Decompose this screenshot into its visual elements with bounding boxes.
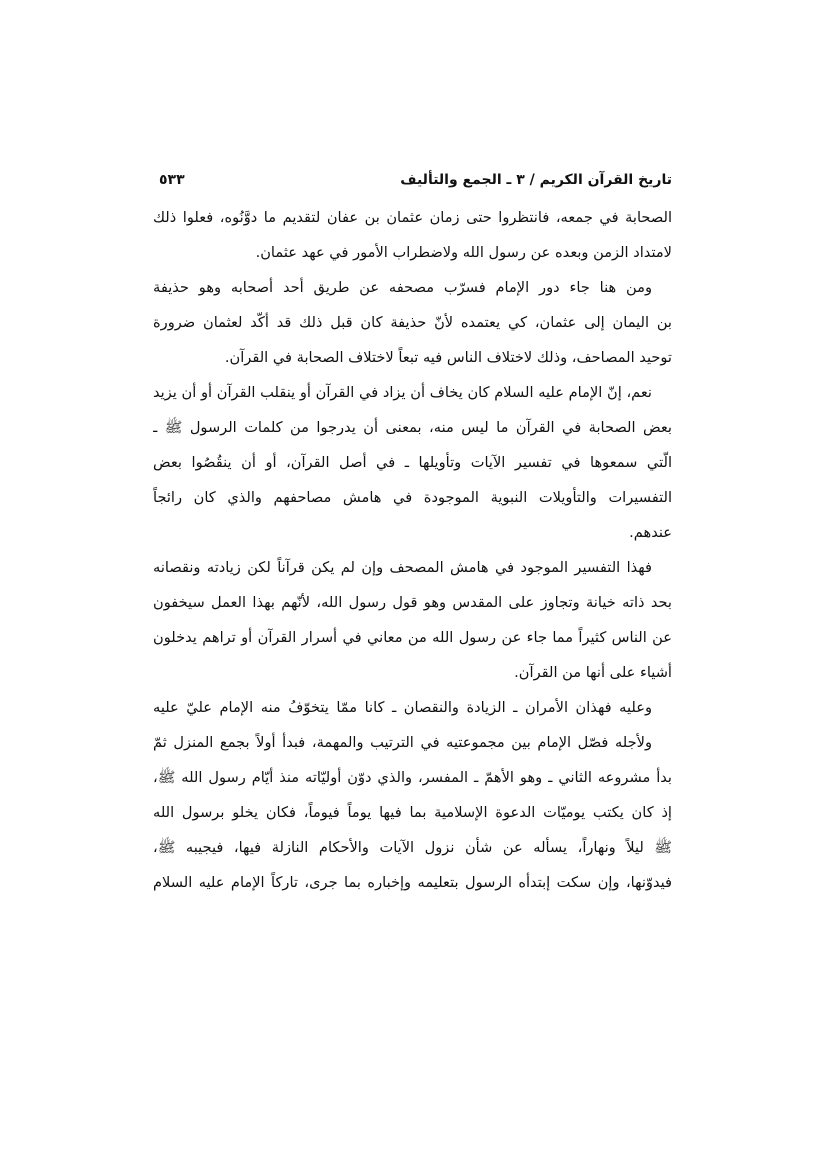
text-line: عندهم.	[629, 524, 672, 541]
text-line: إذ كان يكتب يوميّات الدعوة الإسلامية بما فيها يوماً فيوماً، فكان يخلو برسول الله	[153, 804, 672, 821]
text-line: الصحابة في جمعه، فانتظروا حتى زمان عثمان بن عفان لتقديم ما دوَّنُوه، فعلوا ذلك	[153, 209, 672, 226]
text-line: توحيد المصاحف، وذلك لاختلاف الناس فيه تبعاً لاختلاف الصحابة في القرآن.	[224, 349, 672, 366]
text-line: لامتداد الزمن وبعده عن رسول الله ولاضطراب الأمور في عهد عثمان.	[255, 244, 672, 261]
text-line: التفسيرات والتأويلات النبوية الموجودة في هامش مصاحفهم والذي كان رائجاً	[153, 489, 672, 506]
text-line: ﷺ ليلاً ونهاراً، يسأله عن شأن نزول الآيات والأحكام النازلة فيها، فيجيبه ﷺ،	[153, 839, 672, 856]
text-line: أشياء على أنها من القرآن.	[514, 664, 672, 681]
running-header	[153, 172, 672, 198]
text-line: بحد ذاته خيانة وتجاوز على المقدس وهو قول رسول الله، لأنّهم بهذا العمل سيخفون	[153, 594, 672, 611]
text-line: ولأجله فصّل الإمام بين مجموعتيه في الترتيب والمهمة، فبدأ أولاً بجمع المنزل ثمّ	[153, 734, 652, 751]
text-line: عن الناس كثيراً مما جاء عن رسول الله من معاني في أسرار القرآن أو تراهم يدخلون	[153, 629, 672, 646]
page-body-text	[153, 200, 672, 900]
text-line: بن اليمان إلى عثمان، كي يعتمده لأنّ حذيفة كان قبل ذلك قد أكّد لعثمان ضرورة	[153, 314, 672, 331]
running-title: تاريخ القرآن الكريم / ٣ ـ الجمع والتأليف	[400, 172, 672, 188]
text-line: بعض الصحابة في القرآن ما ليس منه، بمعنى أن يدرجوا من كلمات الرسول ﷺ ـ	[153, 419, 672, 436]
text-line: فيدوّنها، وإن سكت إبتدأه الرسول بتعليمه وإخباره بما جرى، تاركاً الإمام عليه السلام	[153, 874, 672, 891]
text-line: بدأ مشروعه الثاني ـ وهو الأهمّ ـ المفسر، والذي دوّن أوليّاته منذ أيّام رسول الله ﷺ،	[153, 769, 672, 786]
text-line: الّتي سمعوها في تفسير الآيات وتأويلها ـ في أصل القرآن، أو أن ينقُصُوا بعض	[153, 454, 672, 471]
page-number: ٥٣٣	[159, 172, 185, 188]
text-line: نعم، إنّ الإمام عليه السلام كان يخاف أن يزاد في القرآن أو ينقلب القرآن أو أن يزيد	[153, 384, 652, 401]
text-line: ومن هنا جاء دور الإمام فسرّب مصحفه عن طريق أحد أصحابه وهو حذيفة	[153, 279, 652, 296]
text-line: فهذا التفسير الموجود في هامش المصحف وإن لم يكن قرآناً لكن زيادته ونقصانه	[153, 559, 652, 576]
text-line: وعليه فهذان الأمران ـ الزيادة والنقصان ـ كانا ممّا يتخوّفُ منه الإمام عليّ عليه	[153, 699, 652, 716]
